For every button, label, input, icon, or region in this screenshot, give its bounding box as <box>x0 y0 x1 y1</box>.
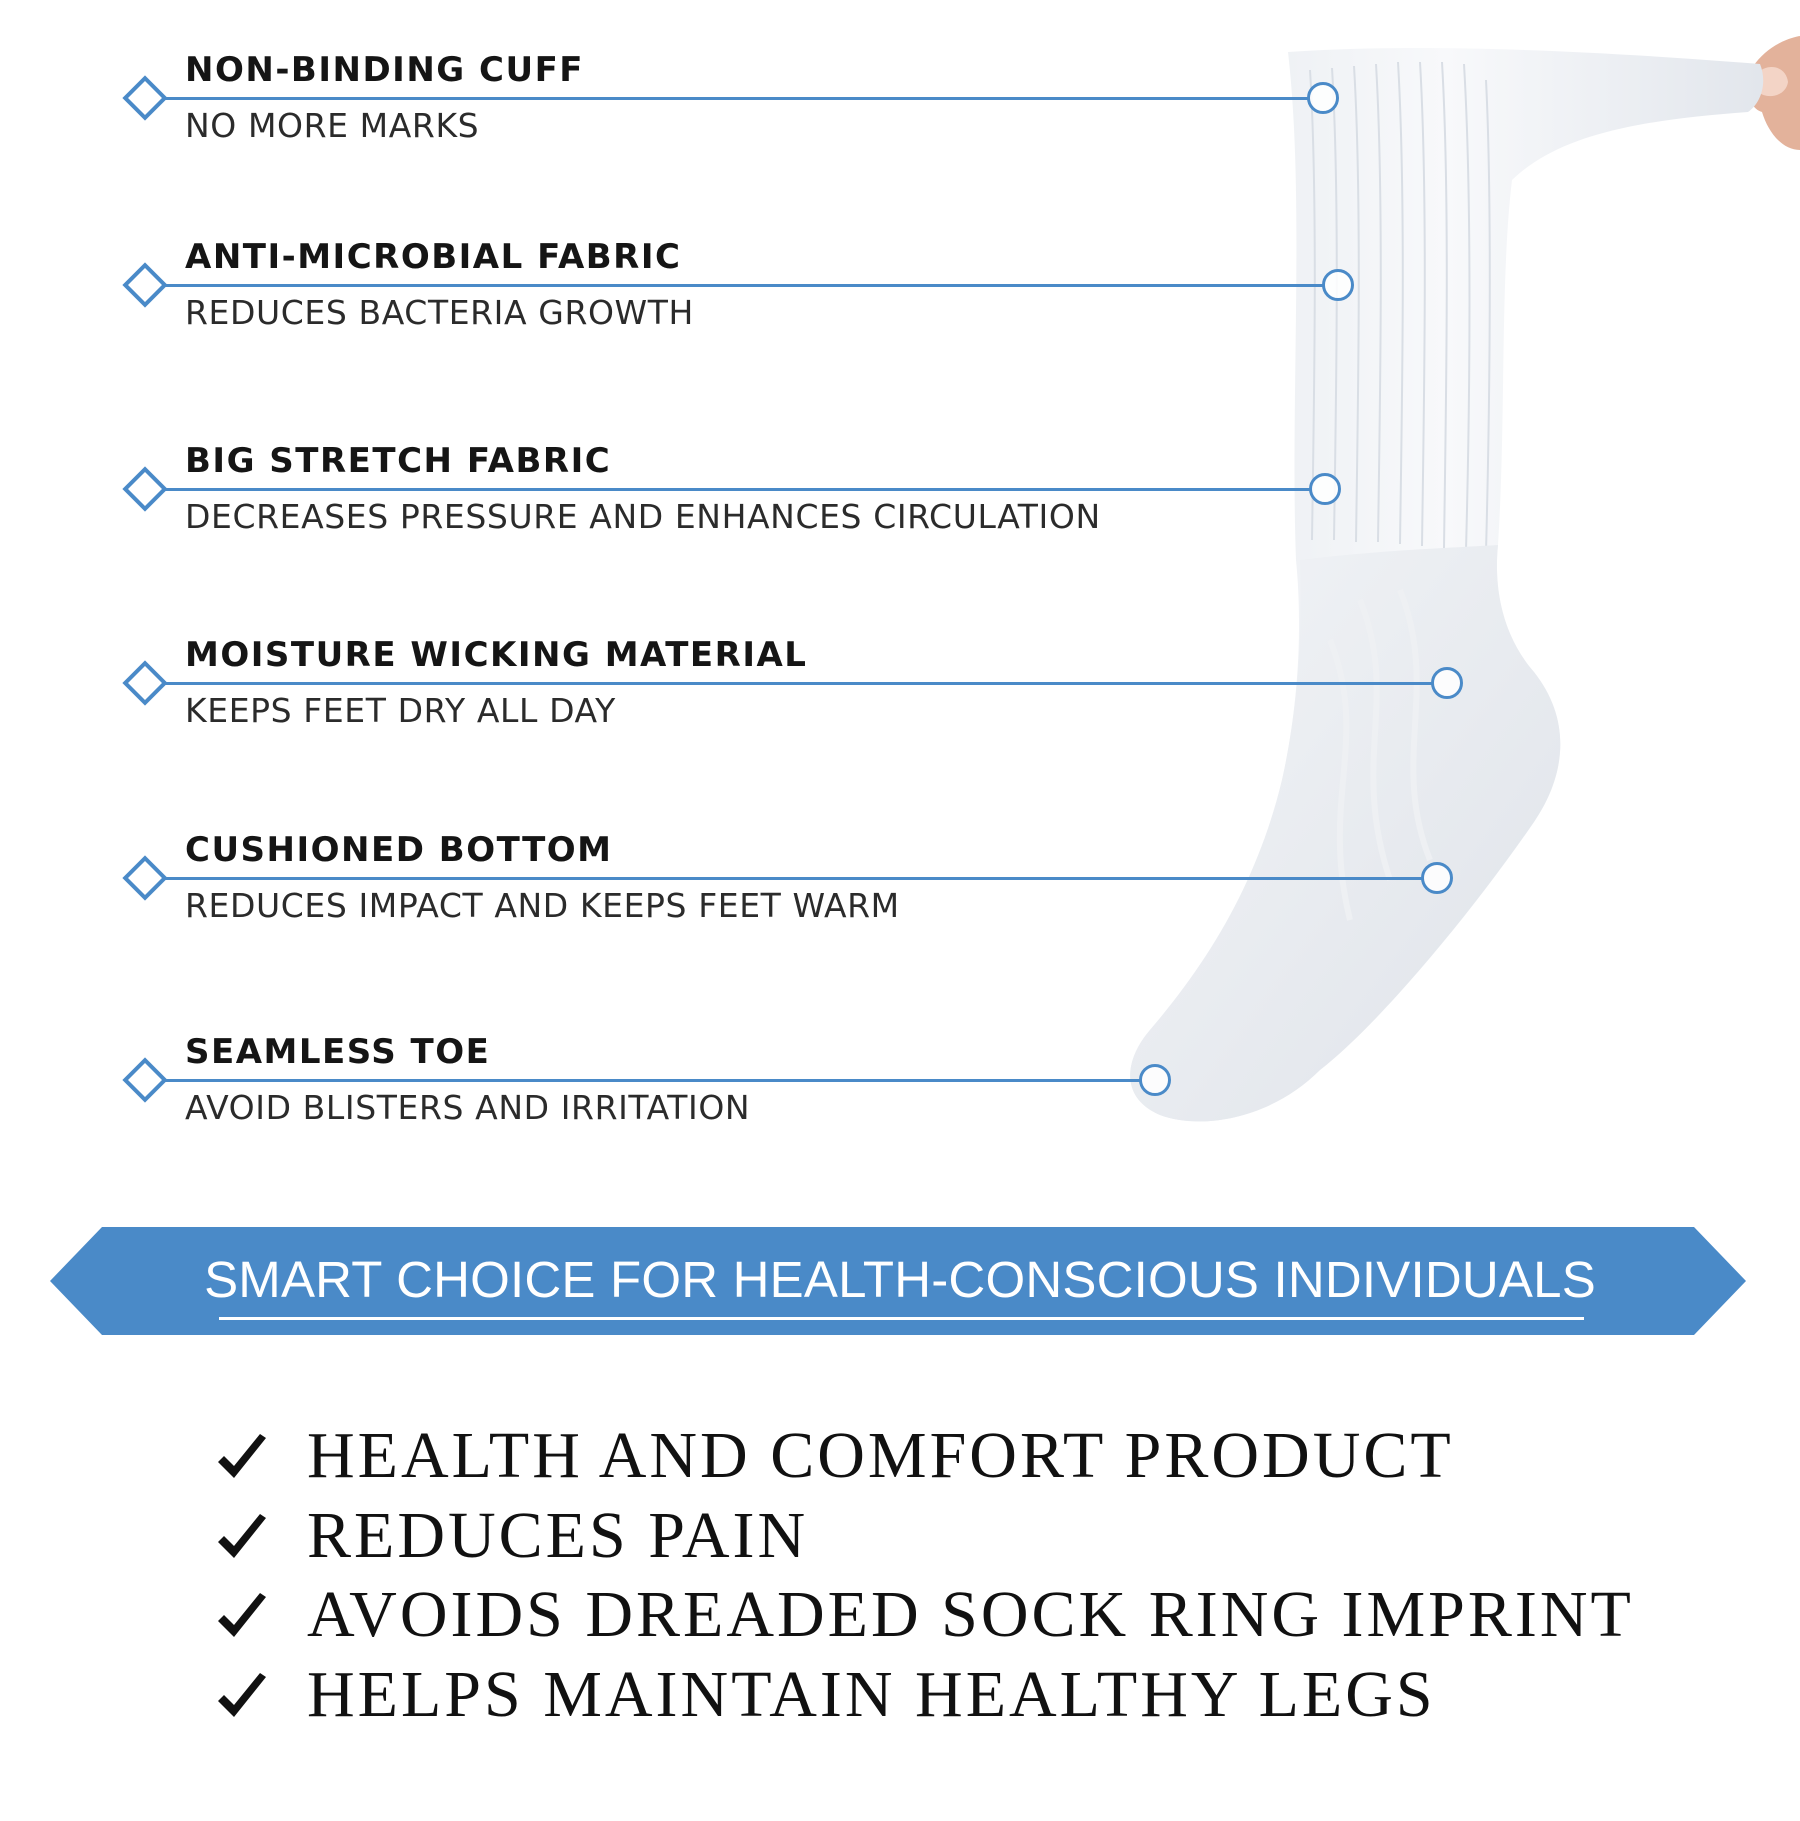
diamond-icon <box>122 1057 167 1102</box>
circle-marker-icon <box>1307 82 1339 114</box>
feature-item <box>0 818 1800 938</box>
feature-item <box>0 225 1800 345</box>
callout-line <box>162 488 1312 491</box>
feature-subtitle: REDUCES IMPACT AND KEEPS FEET WARM <box>185 886 900 925</box>
diamond-icon <box>122 262 167 307</box>
callout-line <box>162 682 1434 685</box>
benefit-item <box>0 1416 1800 1496</box>
check-icon <box>212 1428 272 1488</box>
circle-marker-icon <box>1309 473 1341 505</box>
feature-subtitle: REDUCES BACTERIA GROWTH <box>185 293 694 332</box>
feature-subtitle: AVOID BLISTERS AND IRRITATION <box>185 1088 751 1127</box>
check-icon <box>212 1508 272 1568</box>
feature-subtitle: KEEPS FEET DRY ALL DAY <box>185 691 616 730</box>
callout-line <box>162 284 1325 287</box>
feature-title: NON-BINDING CUFF <box>185 50 585 90</box>
benefit-item <box>0 1655 1800 1735</box>
check-icon <box>212 1587 272 1647</box>
feature-subtitle: DECREASES PRESSURE AND ENHANCES CIRCULATION <box>185 497 1101 536</box>
benefit-text: REDUCES PAIN <box>307 1499 809 1572</box>
feature-item <box>0 429 1800 549</box>
circle-marker-icon <box>1431 667 1463 699</box>
benefit-item <box>0 1575 1800 1655</box>
diamond-icon <box>122 466 167 511</box>
benefit-text: HEALTH AND COMFORT PRODUCT <box>307 1419 1454 1492</box>
callout-line <box>162 877 1424 880</box>
check-icon <box>212 1667 272 1727</box>
benefit-text: AVOIDS DREADED SOCK RING IMPRINT <box>307 1578 1634 1651</box>
feature-title: BIG STRETCH FABRIC <box>185 441 612 481</box>
diamond-icon <box>122 75 167 120</box>
feature-title: MOISTURE WICKING MATERIAL <box>185 635 808 675</box>
benefit-text: HELPS MAINTAIN HEALTHY LEGS <box>307 1658 1436 1731</box>
feature-item <box>0 38 1800 158</box>
circle-marker-icon <box>1322 269 1354 301</box>
feature-item <box>0 1020 1800 1140</box>
feature-title: CUSHIONED BOTTOM <box>185 830 613 870</box>
circle-marker-icon <box>1421 862 1453 894</box>
diamond-icon <box>122 855 167 900</box>
circle-marker-icon <box>1139 1064 1171 1096</box>
callout-line <box>162 97 1310 100</box>
benefit-item <box>0 1496 1800 1576</box>
feature-title: ANTI-MICROBIAL FABRIC <box>185 237 682 277</box>
feature-title: SEAMLESS TOE <box>185 1032 491 1072</box>
diamond-icon <box>122 660 167 705</box>
banner-underline <box>219 1317 1584 1320</box>
feature-subtitle: NO MORE MARKS <box>185 106 480 145</box>
banner-text: SMART CHOICE FOR HEALTH-CONSCIOUS INDIVIDUALS <box>204 1251 1596 1308</box>
feature-item <box>0 623 1800 743</box>
callout-line <box>162 1079 1142 1082</box>
